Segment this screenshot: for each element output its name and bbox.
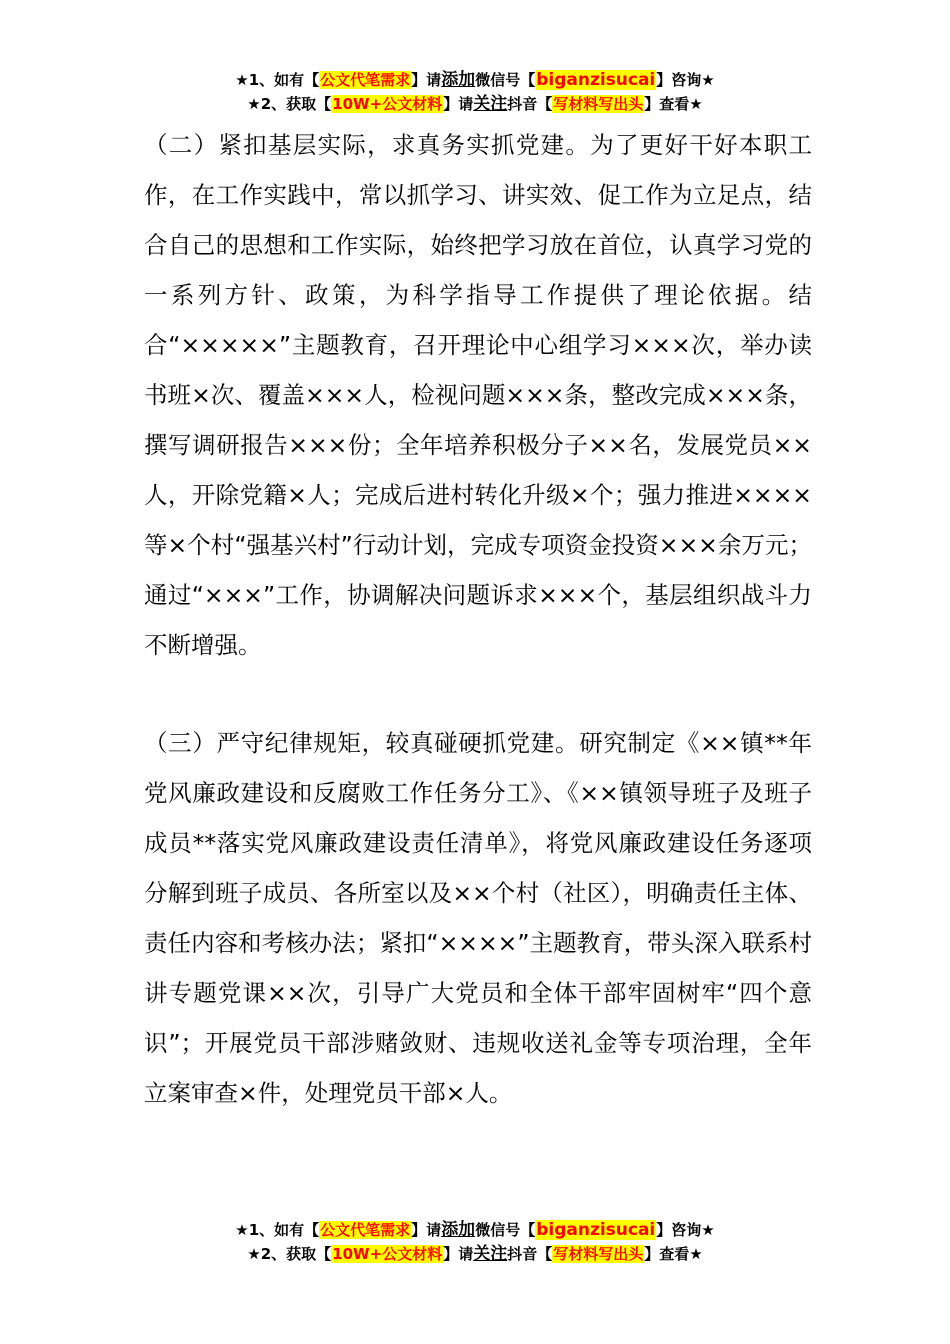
header-banner xyxy=(0,68,950,116)
highlight-materials: 10W+公文材料 xyxy=(332,1245,443,1263)
highlight-materials: 10W+公文材料 xyxy=(332,95,443,113)
paragraph-3 xyxy=(144,718,812,1118)
banner-line-2: ★2、获取【10W+公文材料】请关注抖音【写材料写出头】查看★ xyxy=(247,1244,703,1264)
paragraph-text: （二）紧扣基层实际，求真务实抓党建。为了更好干好本职工作，在工作实践中，常以抓学习、讲实效、促工作为立足点，结合自己的思想和工作实际，始终把学习放在首位，认真学习党的一系列方针、政策，为科学指导工作提供了理论依据。结合“×××××”主题教育，召开理论中心组学习×××次，举办读书班×次、覆盖×××人，检视问题×××条，整改完成×××条，撰写调研报告×××份；全年培养积极分子××名，发展党员××人，开除党籍×人；完成后进村转化升级×个；强力推进××××等×个村“强基兴村”行动计划，完成专项资金投资×××余万元；通过“×××”工作，协调解决问题诉求×××个，基层组织战斗力不断增强。 xyxy=(144,131,812,659)
highlight-wechat-id: biganzisucai xyxy=(536,70,656,90)
paragraph-2 xyxy=(144,120,812,670)
highlight-ghostwriting: 公文代笔需求 xyxy=(320,1221,411,1239)
highlight-wechat-id: biganzisucai xyxy=(536,1220,656,1240)
footer-banner xyxy=(0,1218,950,1266)
highlight-douyin: 写材料写出头 xyxy=(553,1245,644,1263)
banner-line-1: ★1、如有【公文代笔需求】请添加微信号【biganzisucai】咨询★ xyxy=(235,1220,715,1240)
banner-line-2: ★2、获取【10W+公文材料】请关注抖音【写材料写出头】查看★ xyxy=(247,94,703,114)
highlight-ghostwriting: 公文代笔需求 xyxy=(320,71,411,89)
banner-line-1: ★1、如有【公文代笔需求】请添加微信号【biganzisucai】咨询★ xyxy=(235,70,715,90)
highlight-douyin: 写材料写出头 xyxy=(553,95,644,113)
paragraph-text: （三）严守纪律规矩，较真碰硬抓党建。研究制定《××镇**年党风廉政建设和反腐败工作任务分工》、《××镇领导班子及班子成员**落实党风廉政建设责任清单》，将党风廉政建设任务逐项分解到班子成员、各所室以及××个村（社区），明确责任主体、责任内容和考核办法；紧扣“××××”主题教育，带头深入联系村讲专题党课××次，引导广大党员和全体干部牢固树牢“四个意识”；开展党员干部涉赌敛财、违规收送礼金等专项治理，全年立案审查×件，处理党员干部×人。 xyxy=(144,729,812,1107)
